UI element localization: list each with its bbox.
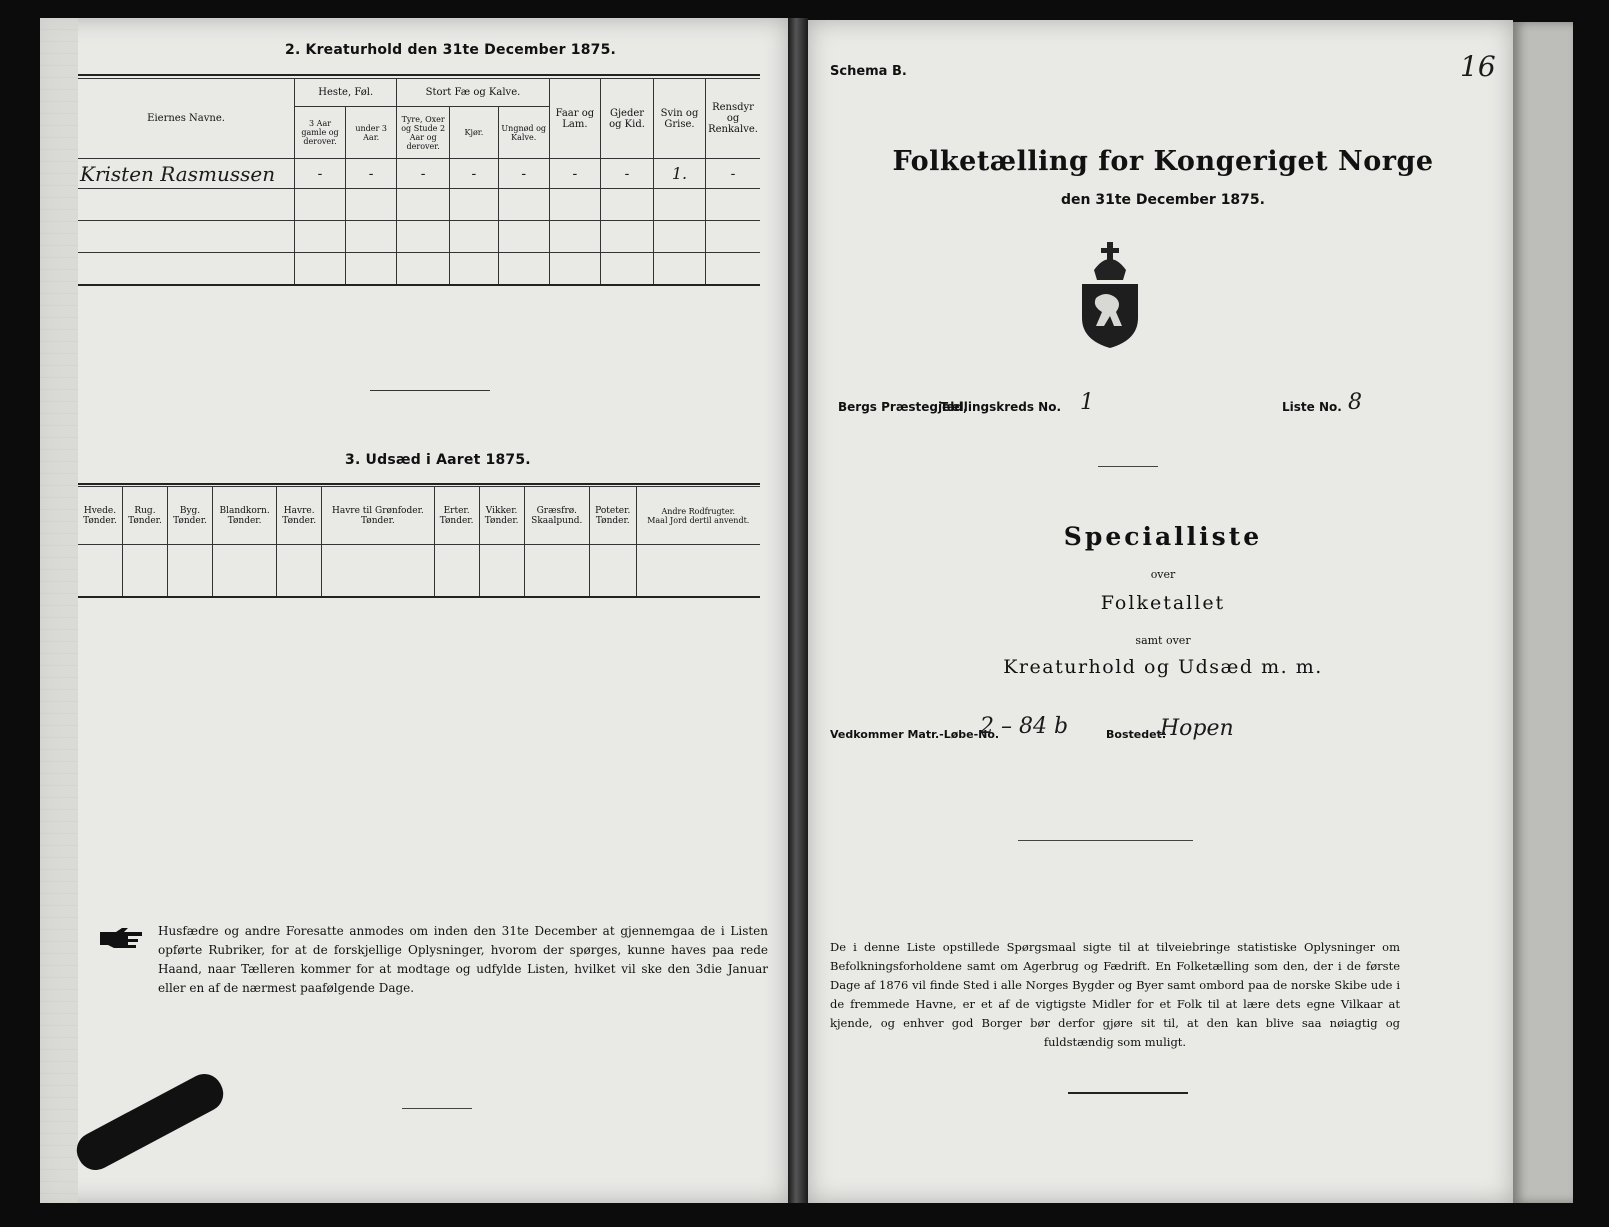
table-row	[78, 545, 760, 597]
heste-young-header: under 3 Aar.	[346, 107, 397, 159]
norway-lion-crest-icon	[1074, 240, 1146, 350]
table-cell	[449, 189, 498, 221]
table-cell	[498, 221, 549, 253]
folketallet-text: Folketallet	[1100, 592, 1226, 614]
table-cell	[78, 253, 295, 285]
mark-cell: ‐	[295, 159, 346, 189]
main-title: Folketælling for Kongeriget Norge	[892, 146, 1434, 177]
samt-over-text: samt over	[1135, 634, 1191, 647]
table-cell	[167, 545, 212, 597]
mark-cell: ‐	[449, 159, 498, 189]
table-cell	[549, 221, 601, 253]
mark-cell: ‐	[498, 159, 549, 189]
matr-label: Vedkommer Matr.-Løbe-No.	[830, 728, 1000, 741]
right-page	[808, 20, 1513, 1203]
table-cell	[706, 221, 760, 253]
table-cell	[601, 221, 654, 253]
table-cell	[78, 189, 295, 221]
udsaed-col-rug: Rug. Tønder.	[122, 487, 167, 545]
prestegjeld-label: Bergs Præstegjeld,	[838, 400, 968, 414]
udsaed-col-havre-gronfoder: Havre til Grønfoder. Tønder.	[322, 487, 434, 545]
page-number: 16	[1460, 50, 1496, 83]
table-row	[78, 253, 760, 285]
specialliste-title: Specialliste	[1063, 522, 1263, 551]
mark-cell: 1.	[653, 159, 705, 189]
mark-cell: ‐	[346, 159, 397, 189]
table-cell	[346, 253, 397, 285]
udsaed-col-vikker: Vikker. Tønder.	[479, 487, 524, 545]
table-cell	[706, 253, 760, 285]
mark-cell: ‐	[397, 159, 450, 189]
over-text: over	[1150, 568, 1176, 581]
liste-value: 8	[1348, 390, 1362, 415]
udsaed-col-andre: Andre Rodfrugter. Maal Jord dertil anvendt.	[636, 487, 760, 545]
gjeder-header: Gjeder og Kid.	[601, 79, 654, 159]
section3-title: 3. Udsæd i Aaret 1875.	[345, 452, 531, 468]
udsaed-col-byg: Byg. Tønder.	[167, 487, 212, 545]
udsaed-table	[78, 486, 760, 598]
schema-label: Schema B.	[830, 64, 907, 79]
footer-text: De i denne Liste opstillede Spørgsmaal sigte til at tilveiebringe statistiske Oplysninger om Befolkningsforholdene samt om Agerbrug og Fædrift. En Folketælling som den, der i de første Dage af 1876 vil finde Sted i alle Norges Bygder og Byer samt ombord paa de norske Skibe ude i de fremmede Havne, er et af de vigtigste Midler for et Folk til at lære dets egne Vilkaar at kjende, og enhver god Borger bør derfor gjøre sit til, at den kan blive saa nøiagtig og fuldstændig som muligt.	[830, 940, 1400, 1049]
udsaed-col-graesfro: Græsfrø. Skaalpund.	[524, 487, 589, 545]
table-row	[78, 189, 760, 221]
table-cell	[397, 221, 450, 253]
table-cell	[601, 253, 654, 285]
svin-header: Svin og Grise.	[653, 79, 705, 159]
divider	[370, 390, 490, 391]
udsaed-col-erter: Erter. Tønder.	[434, 487, 479, 545]
table-cell	[498, 189, 549, 221]
table-cell	[122, 545, 167, 597]
udsaed-col-hvede: Hvede. Tønder.	[78, 487, 122, 545]
tyre-header: Tyre, Oxer og Stude 2 Aar og derover.	[397, 107, 450, 159]
udsaed-col-blandkorn: Blandkorn. Tønder.	[213, 487, 277, 545]
bosted-label: Bostedet:	[1106, 728, 1167, 741]
table-cell	[449, 221, 498, 253]
table-cell	[295, 253, 346, 285]
table-cell	[589, 545, 636, 597]
kreds-label: Tællingskreds No.	[940, 400, 1062, 414]
divider	[1018, 840, 1193, 841]
table-cell	[434, 545, 479, 597]
table-cell	[653, 189, 705, 221]
divider	[402, 1108, 472, 1109]
kreaturhold-text: Kreaturhold og Udsæd m. m.	[1003, 656, 1323, 678]
notice-text: Husfædre og andre Foresatte anmodes om inden den 31te December at gjennemgaa de i Listen opførte Rubriker, for at de forskjellige Oplysninger, hvorom der spørges, kunne haves paa rede Haand, naar Tælleren kommer for at modtage og udfylde Listen, hvilket vil ske den 3die Januar eller en af de nærmest paafølgende Dage.	[158, 924, 768, 995]
stort-group-header: Stort Fæ og Kalve.	[397, 79, 549, 107]
mark-cell: ‐	[549, 159, 601, 189]
date-line: den 31te December 1875.	[1061, 192, 1265, 208]
book-spine	[788, 18, 808, 1203]
table-row	[78, 159, 760, 189]
table-cell	[706, 189, 760, 221]
table-cell	[636, 545, 760, 597]
owner-name-header: Eiernes Navne.	[78, 79, 295, 159]
matr-value: 2 – 84 b	[980, 714, 1069, 739]
table-cell	[78, 221, 295, 253]
table-cell	[498, 253, 549, 285]
heste-group-header: Heste, Føl.	[295, 79, 397, 107]
left-page	[40, 18, 788, 1203]
table-cell	[295, 189, 346, 221]
table-cell	[449, 253, 498, 285]
next-page-edge	[1513, 22, 1573, 1203]
table-cell	[346, 189, 397, 221]
divider	[1098, 466, 1158, 467]
owner-name-cell: Kristen Rasmussen	[78, 159, 295, 189]
udsaed-top-rule	[78, 483, 760, 485]
table-cell	[277, 545, 322, 597]
mark-cell: ‐	[601, 159, 654, 189]
table-cell	[601, 189, 654, 221]
bleed-through-margin	[40, 18, 78, 1203]
table-cell	[549, 189, 601, 221]
section2-title: 2. Kreaturhold den 31te December 1875.	[285, 42, 617, 58]
heste-old-header: 3 Aar gamle og derover.	[295, 107, 346, 159]
table-cell	[397, 253, 450, 285]
table-cell	[322, 545, 434, 597]
udsaed-col-poteter: Poteter. Tønder.	[589, 487, 636, 545]
udsaed-col-havre: Havre. Tønder.	[277, 487, 322, 545]
table-cell	[346, 221, 397, 253]
table-cell	[549, 253, 601, 285]
table-cell	[213, 545, 277, 597]
divider	[1068, 1092, 1188, 1094]
rensdyr-header: Rensdyr og Renkalve.	[706, 79, 760, 159]
table-row	[78, 221, 760, 253]
top-rule	[78, 74, 760, 76]
bosted-value: Hopen	[1160, 716, 1234, 741]
table-cell	[653, 221, 705, 253]
liste-label: Liste No.	[1282, 400, 1342, 414]
faar-header: Faar og Lam.	[549, 79, 601, 159]
page-clip-shadow	[70, 1068, 229, 1177]
table-cell	[78, 545, 122, 597]
pointing-hand-icon	[98, 926, 146, 952]
kreaturhold-table	[78, 78, 760, 286]
table-cell	[653, 253, 705, 285]
table-cell	[524, 545, 589, 597]
ungnod-header: Ungnød og Kalve.	[498, 107, 549, 159]
mark-cell: ‐	[706, 159, 760, 189]
table-cell	[479, 545, 524, 597]
table-cell	[397, 189, 450, 221]
kreds-value: 1	[1080, 390, 1094, 415]
table-cell	[295, 221, 346, 253]
kjor-header: Kjør.	[449, 107, 498, 159]
